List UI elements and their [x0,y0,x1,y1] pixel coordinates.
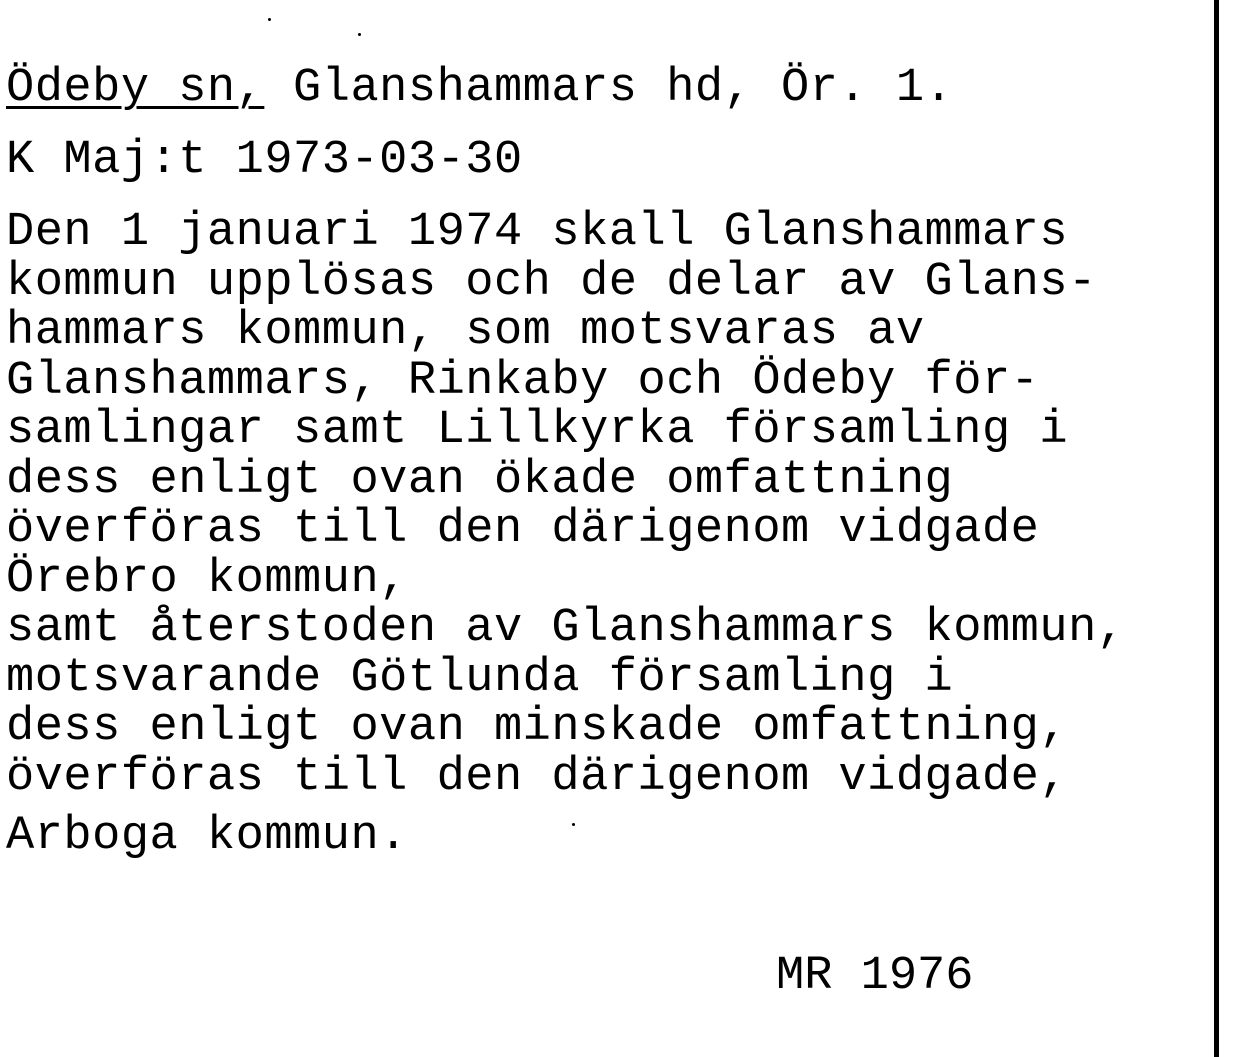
body-line: samt återstoden av Glanshammars kommun, [6,602,1126,655]
body-line: Örebro kommun, [6,552,408,606]
body-line: hammars kommun, som motsvaras av [6,305,925,358]
decision-date: K Maj:t 1973-03-30 [6,134,523,187]
card-heading [6,64,953,114]
body-line: Glanshammars, Rinkaby och Ödeby för- [6,354,1040,408]
body-line: Den 1 januari 1974 skall Glanshammars [6,206,1069,259]
body-line: samlingar samt Lillkyrka församling i [6,404,1069,457]
card-body [6,208,1125,862]
paper-speck [268,18,271,21]
paper-speck [358,33,361,36]
heading-place: Ödeby sn, [6,62,265,115]
body-line: Arboga kommun. [6,810,408,863]
body-line: kommun upplösas och de delar av Glans- [6,255,1097,309]
body-line: överföras till den därigenom vidgade, [6,750,1069,804]
heading-rest: Glanshammars hd, Ör. 1. [264,62,954,115]
body-line: överföras till den därigenom vidgade [6,503,1040,556]
body-line: motsvarande Götlunda församling i [6,651,954,705]
body-line: dess enligt ovan minskade omfattning, [6,701,1069,754]
body-line: dess enligt ovan ökade omfattning [6,453,954,507]
card-edge-line [1214,0,1219,1057]
signature-initials-year: MR 1976 [776,950,974,1003]
